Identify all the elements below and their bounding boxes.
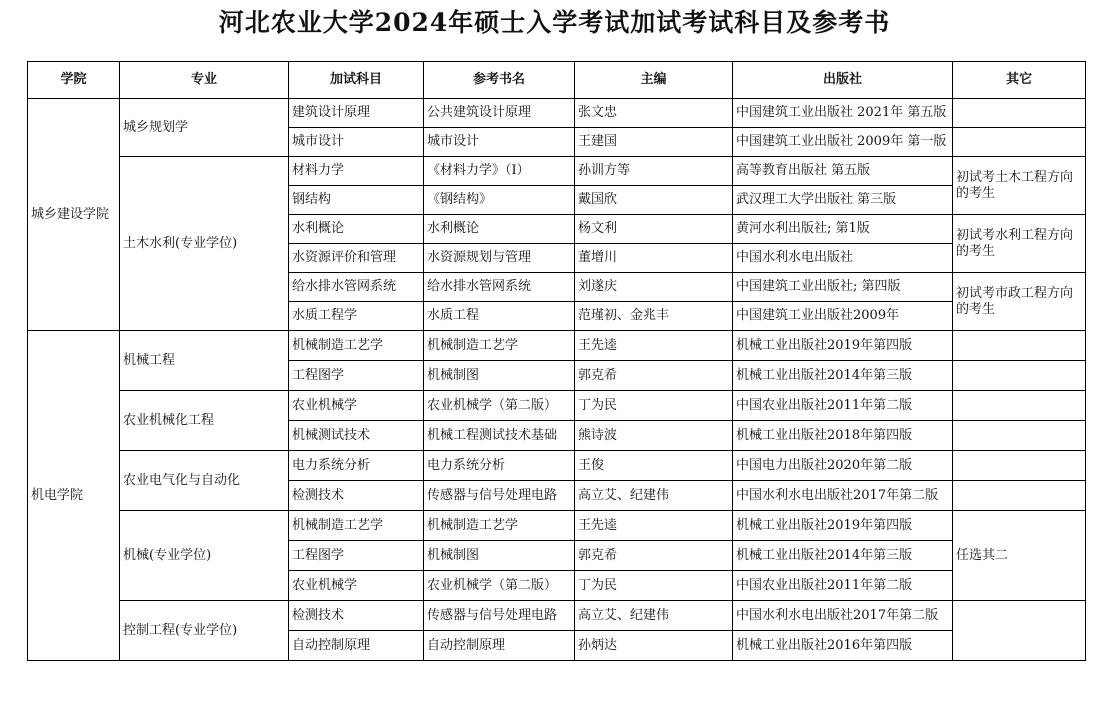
book-cell: 《材料力学》（Ⅰ）	[424, 157, 575, 186]
major-cell: 机械(专业学位)	[120, 511, 289, 601]
publisher-cell: 机械工业出版社2019年第四版	[733, 331, 953, 361]
editor-cell: 郭克希	[575, 361, 733, 391]
book-cell: 机械工程测试技术基础	[424, 421, 575, 451]
major-cell: 城乡规划学	[120, 99, 289, 157]
major-cell: 土木水利(专业学位)	[120, 157, 289, 331]
other-cell	[953, 391, 1086, 421]
book-cell: 水利概论	[424, 215, 575, 244]
table-row	[28, 157, 1086, 186]
subject-cell: 水质工程学	[289, 302, 424, 331]
publisher-cell: 中国水利水电出版社	[733, 244, 953, 273]
other-cell	[953, 481, 1086, 511]
header-publisher: 出版社	[733, 62, 953, 99]
page-title: 河北农业大学2024年硕士入学考试加试考试科目及参考书	[218, 8, 891, 37]
publisher-cell: 机械工业出版社2019年第四版	[733, 511, 953, 541]
editor-cell: 丁为民	[575, 571, 733, 601]
editor-cell: 孙炳达	[575, 631, 733, 661]
other-cell	[953, 128, 1086, 157]
subject-cell: 机械制造工艺学	[289, 331, 424, 361]
publisher-cell: 机械工业出版社2018年第四版	[733, 421, 953, 451]
note-cell: 初试考水利工程方向的考生	[953, 215, 1086, 273]
subject-cell: 工程图学	[289, 541, 424, 571]
subject-cell: 自动控制原理	[289, 631, 424, 661]
college-cell: 机电学院	[28, 331, 120, 661]
major-cell: 控制工程(专业学位)	[120, 601, 289, 661]
other-cell	[953, 601, 1086, 661]
major-cell: 农业机械化工程	[120, 391, 289, 451]
book-cell: 水质工程	[424, 302, 575, 331]
publisher-cell: 中国建筑工业出版社2009年	[733, 302, 953, 331]
other-cell	[953, 99, 1086, 128]
header-editor: 主编	[575, 62, 733, 99]
major-cell: 机械工程	[120, 331, 289, 391]
publisher-cell: 机械工业出版社2014年第三版	[733, 541, 953, 571]
publisher-cell: 中国水利水电出版社2017年第二版	[733, 601, 953, 631]
book-cell: 传感器与信号处理电路	[424, 481, 575, 511]
book-cell: 给水排水管网系统	[424, 273, 575, 302]
header-major: 专业	[120, 62, 289, 99]
header-college: 学院	[28, 62, 120, 99]
book-cell: 农业机械学（第二版）	[424, 571, 575, 601]
subject-cell: 农业机械学	[289, 391, 424, 421]
subject-cell: 检测技术	[289, 481, 424, 511]
editor-cell: 董增川	[575, 244, 733, 273]
college-cell: 城乡建设学院	[28, 99, 120, 331]
book-cell: 机械制图	[424, 361, 575, 391]
editor-cell: 范瑾初、金兆丰	[575, 302, 733, 331]
editor-cell: 孙训方等	[575, 157, 733, 186]
header-book: 参考书名	[424, 62, 575, 99]
publisher-cell: 中国电力出版社2020年第二版	[733, 451, 953, 481]
book-cell: 水资源规划与管理	[424, 244, 575, 273]
book-cell: 《钢结构》	[424, 186, 575, 215]
table-row	[28, 331, 1086, 361]
book-cell: 自动控制原理	[424, 631, 575, 661]
publisher-cell: 武汉理工大学出版社 第三版	[733, 186, 953, 215]
subject-cell: 城市设计	[289, 128, 424, 157]
editor-cell: 王建国	[575, 128, 733, 157]
subject-cell: 给水排水管网系统	[289, 273, 424, 302]
subject-cell: 工程图学	[289, 361, 424, 391]
subject-cell: 机械制造工艺学	[289, 511, 424, 541]
subject-cell: 农业机械学	[289, 571, 424, 601]
editor-cell: 王俊	[575, 451, 733, 481]
editor-cell: 高立艾、纪建伟	[575, 601, 733, 631]
book-cell: 电力系统分析	[424, 451, 575, 481]
book-cell: 机械制造工艺学	[424, 331, 575, 361]
header-row	[28, 62, 1086, 99]
editor-cell: 王先逵	[575, 511, 733, 541]
book-cell: 公共建筑设计原理	[424, 99, 575, 128]
table-row	[28, 451, 1086, 481]
publisher-cell: 黄河水利出版社; 第1版	[733, 215, 953, 244]
note-cell: 初试考土木工程方向的考生	[953, 157, 1086, 215]
editor-cell: 郭克希	[575, 541, 733, 571]
book-cell: 传感器与信号处理电路	[424, 601, 575, 631]
editor-cell: 刘遂庆	[575, 273, 733, 302]
publisher-cell: 机械工业出版社2014年第三版	[733, 361, 953, 391]
table-row	[28, 601, 1086, 631]
publisher-cell: 高等教育出版社 第五版	[733, 157, 953, 186]
major-cell: 农业电气化与自动化	[120, 451, 289, 511]
subject-cell: 建筑设计原理	[289, 99, 424, 128]
subject-cell: 水资源评价和管理	[289, 244, 424, 273]
publisher-cell: 中国建筑工业出版社 2009年 第一版	[733, 128, 953, 157]
subject-cell: 水利概论	[289, 215, 424, 244]
editor-cell: 高立艾、纪建伟	[575, 481, 733, 511]
other-cell	[953, 331, 1086, 361]
table-row	[28, 391, 1086, 421]
table-row	[28, 99, 1086, 128]
book-cell: 机械制造工艺学	[424, 511, 575, 541]
publisher-cell: 中国农业出版社2011年第二版	[733, 391, 953, 421]
other-cell	[953, 421, 1086, 451]
header-subject: 加试科目	[289, 62, 424, 99]
publisher-cell: 中国建筑工业出版社 2021年 第五版	[733, 99, 953, 128]
editor-cell: 张文忠	[575, 99, 733, 128]
exam-table	[27, 61, 1086, 661]
subject-cell: 钢结构	[289, 186, 424, 215]
table-row	[28, 511, 1086, 541]
subject-cell: 检测技术	[289, 601, 424, 631]
book-cell: 农业机械学（第二版）	[424, 391, 575, 421]
subject-cell: 材料力学	[289, 157, 424, 186]
editor-cell: 丁为民	[575, 391, 733, 421]
header-other: 其它	[953, 62, 1086, 99]
note-cell: 任选其二	[953, 511, 1086, 601]
editor-cell: 王先逵	[575, 331, 733, 361]
other-cell	[953, 361, 1086, 391]
publisher-cell: 中国农业出版社2011年第二版	[733, 571, 953, 601]
editor-cell: 戴国欣	[575, 186, 733, 215]
publisher-cell: 中国水利水电出版社2017年第二版	[733, 481, 953, 511]
publisher-cell: 机械工业出版社2016年第四版	[733, 631, 953, 661]
subject-cell: 电力系统分析	[289, 451, 424, 481]
publisher-cell: 中国建筑工业出版社; 第四版	[733, 273, 953, 302]
other-cell	[953, 451, 1086, 481]
editor-cell: 杨文利	[575, 215, 733, 244]
note-cell: 初试考市政工程方向的考生	[953, 273, 1086, 331]
subject-cell: 机械测试技术	[289, 421, 424, 451]
book-cell: 城市设计	[424, 128, 575, 157]
editor-cell: 熊诗波	[575, 421, 733, 451]
book-cell: 机械制图	[424, 541, 575, 571]
